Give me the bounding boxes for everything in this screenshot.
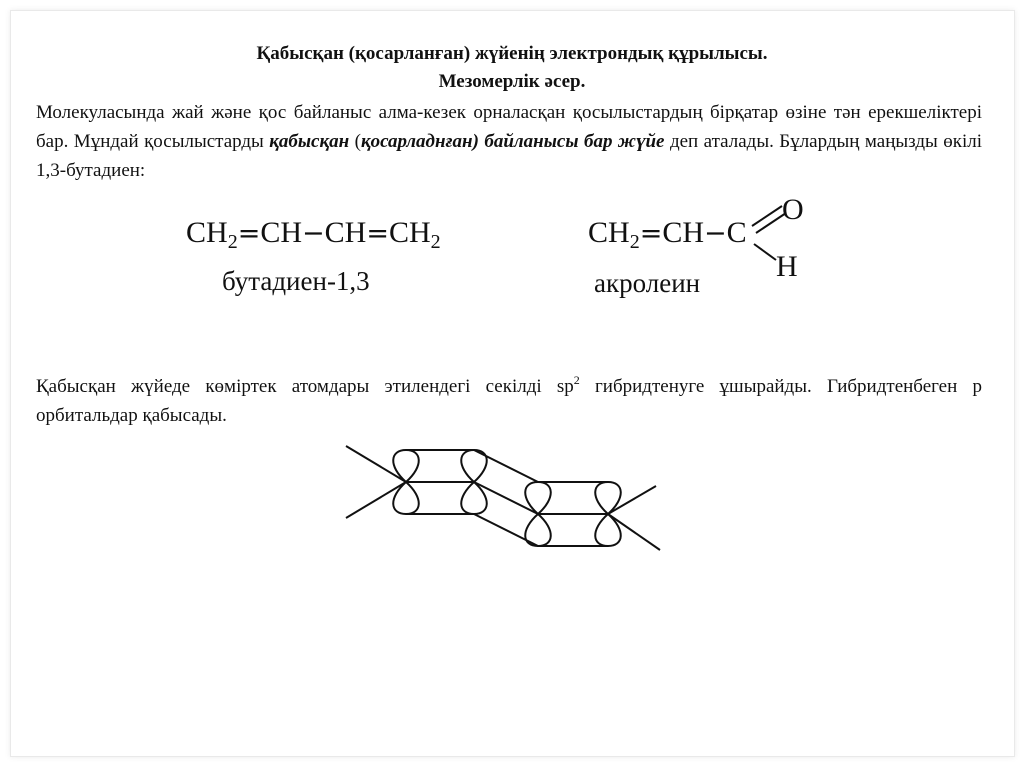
double-bond: =	[237, 218, 261, 249]
p-orbital-overlap-diagram	[330, 432, 670, 562]
hydrogen-atom: H	[776, 250, 798, 283]
double-bond: =	[366, 218, 389, 249]
intro-text-2: (	[349, 131, 361, 152]
butadiene-sub-1: 2	[227, 231, 238, 253]
intro-text-3: деп аталады. Бұлардың маңызды өкілі 1,3-бутадиен:	[36, 131, 982, 181]
acrolein-sub-1: 2	[629, 231, 640, 253]
intro-emphasis-2: қосарладнған) байланысы бар жүйе	[360, 131, 665, 152]
single-bond: −	[302, 218, 325, 249]
acrolein-group-2: CH	[662, 216, 704, 249]
butadiene-sub-4: 2	[430, 231, 441, 253]
hybrid-superscript: 2	[573, 373, 580, 387]
intro-emphasis: қабысқан	[269, 131, 350, 152]
intro-text-1: Молекуласында жай және қос байланыс алма-кезек орналасқан қосылыстардың бірқатар өзіне тән ерекшеліктері бар. Мұндай қосылыстарды	[36, 102, 982, 152]
butadiene-caption: бутадиен-1,3	[222, 266, 370, 296]
hybrid-text-1: Қабысқан жүйеде көміртек атомдары этилендегі секілді sp	[36, 376, 574, 397]
hybridization-paragraph	[36, 366, 982, 430]
acrolein-carbon: C	[726, 216, 747, 249]
butadiene-group-2: CH	[260, 216, 302, 249]
acrolein-caption: акролеин	[594, 268, 701, 298]
slide-title: Қабысқан (қосарланған) жүйенің электрондық құрылысы.	[256, 43, 768, 64]
hybrid-text-2: гибридтенуге ұшырайды. Гибридтенбеген p орбитальдар қабысады.	[36, 376, 983, 426]
double-bond: =	[639, 218, 663, 249]
oxygen-atom: O	[782, 193, 804, 226]
butadiene-group-3: CH	[324, 216, 367, 249]
single-bond: −	[704, 218, 727, 249]
acrolein-group-1: CH	[588, 216, 630, 249]
butadiene-group-1: CH	[186, 216, 228, 249]
butadiene-group-4: CH	[388, 216, 431, 249]
slide-subtitle: Мезомерлік әсер.	[438, 71, 586, 92]
